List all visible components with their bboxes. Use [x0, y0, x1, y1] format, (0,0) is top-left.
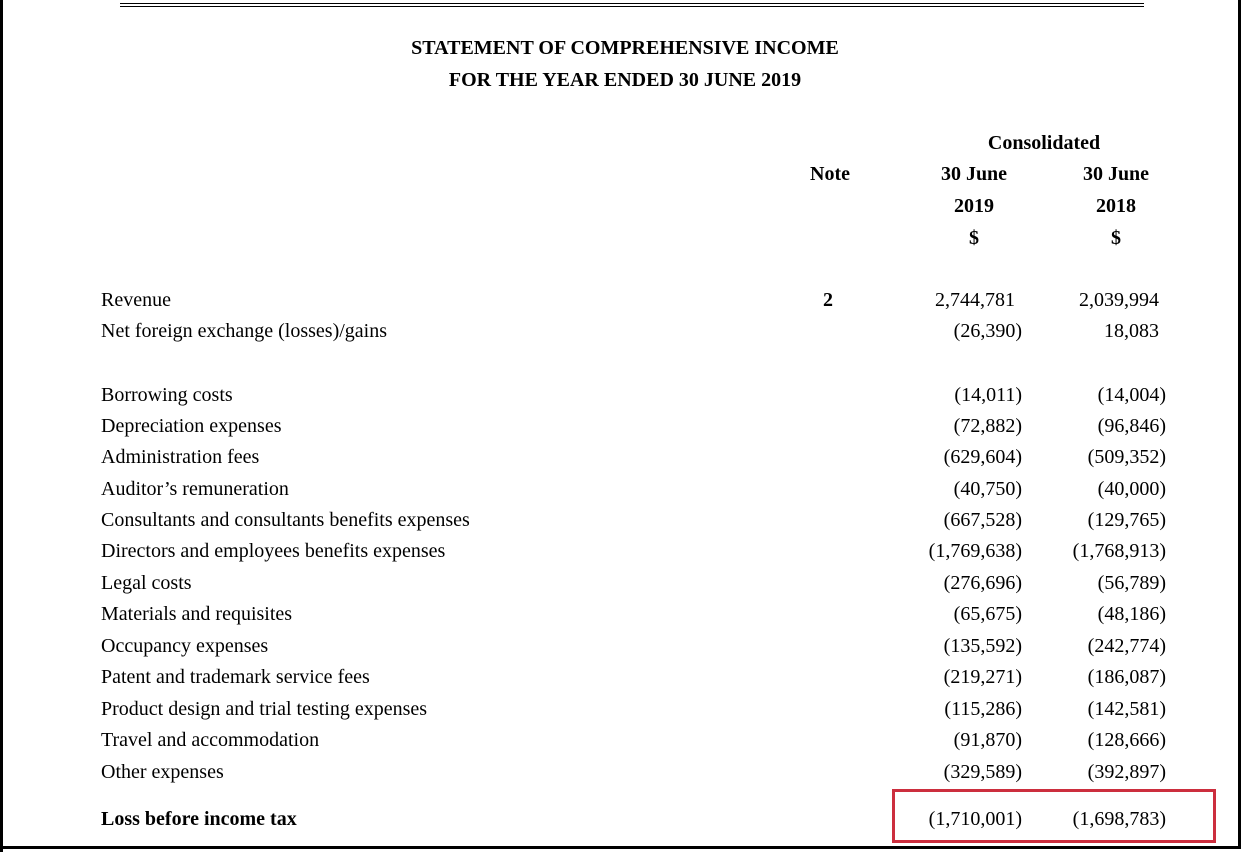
row-label: Depreciation expenses	[101, 415, 282, 437]
value-2019: (72,882)	[953, 415, 1022, 437]
row-label: Administration fees	[101, 446, 260, 468]
row-label: Product design and trial testing expenses	[101, 698, 428, 720]
value-2019: (14,011)	[954, 384, 1022, 406]
col-2019-year: 2019	[954, 195, 994, 217]
row-label: Patent and trademark service fees	[101, 666, 370, 688]
value-2018: (392,897)	[1087, 761, 1166, 783]
value-2019: (65,675)	[953, 603, 1022, 625]
value-2018: (186,087)	[1087, 666, 1166, 688]
value-2018: (96,846)	[1097, 415, 1166, 437]
value-2018: (56,789)	[1097, 572, 1166, 594]
row-label: Borrowing costs	[101, 384, 233, 406]
col-2018-date: 30 June	[1082, 163, 1150, 185]
consolidated-header: Consolidated	[987, 132, 1101, 154]
value-2018: (509,352)	[1087, 446, 1166, 468]
value-2018: (40,000)	[1097, 478, 1166, 500]
col-2018-year: 2018	[1096, 195, 1136, 217]
value-2019: (115,286)	[944, 698, 1022, 720]
value-2019: (329,589)	[943, 761, 1022, 783]
value-2019: (91,870)	[953, 729, 1022, 751]
value-2019: (1,769,638)	[928, 540, 1022, 562]
col-2019-currency: $	[969, 227, 979, 249]
value-2019: (629,604)	[943, 446, 1022, 468]
total-value-2019: (1,710,001)	[928, 808, 1022, 830]
value-2019: (667,528)	[943, 509, 1022, 531]
value-2019: 2,744,781	[935, 289, 1015, 311]
note-header: Note	[810, 163, 850, 185]
value-2018: (128,666)	[1087, 729, 1166, 751]
row-label: Travel and accommodation	[101, 729, 320, 751]
row-label: Net foreign exchange (losses)/gains	[101, 320, 388, 342]
top-rule	[120, 3, 1144, 4]
value-2018: (129,765)	[1087, 509, 1166, 531]
value-2018: (14,004)	[1097, 384, 1166, 406]
top-rule-double	[120, 6, 1144, 7]
statement-period: FOR THE YEAR ENDED 30 JUNE 2019	[448, 69, 802, 91]
value-2018: (142,581)	[1087, 698, 1166, 720]
col-2019-date: 30 June	[940, 163, 1008, 185]
value-2018: 18,083	[1104, 320, 1159, 342]
row-label: Directors and employees benefits expenses	[101, 540, 446, 562]
col-2018-currency: $	[1111, 227, 1121, 249]
value-2019: (219,271)	[943, 666, 1022, 688]
value-2019: (26,390)	[953, 320, 1022, 342]
value-2018: (48,186)	[1097, 603, 1166, 625]
row-label: Legal costs	[101, 572, 192, 594]
value-2018: (242,774)	[1087, 635, 1166, 657]
row-label: Occupancy expenses	[101, 635, 269, 657]
value-2019: (276,696)	[943, 572, 1022, 594]
row-note: 2	[823, 289, 833, 311]
row-label: Consultants and consultants benefits expenses	[101, 509, 470, 531]
value-2019: (40,750)	[953, 478, 1022, 500]
total-value-2018: (1,698,783)	[1072, 808, 1166, 830]
value-2018: (1,768,913)	[1072, 540, 1166, 562]
total-label: Loss before income tax	[101, 808, 297, 830]
value-2018: 2,039,994	[1079, 289, 1159, 311]
value-2019: (135,592)	[943, 635, 1022, 657]
row-label: Materials and requisites	[101, 603, 293, 625]
statement-title: STATEMENT OF COMPREHENSIVE INCOME	[411, 37, 839, 59]
row-label: Auditor’s remuneration	[101, 478, 289, 500]
highlight-box	[892, 789, 1216, 843]
row-label: Revenue	[101, 289, 171, 311]
row-label: Other expenses	[101, 761, 224, 783]
